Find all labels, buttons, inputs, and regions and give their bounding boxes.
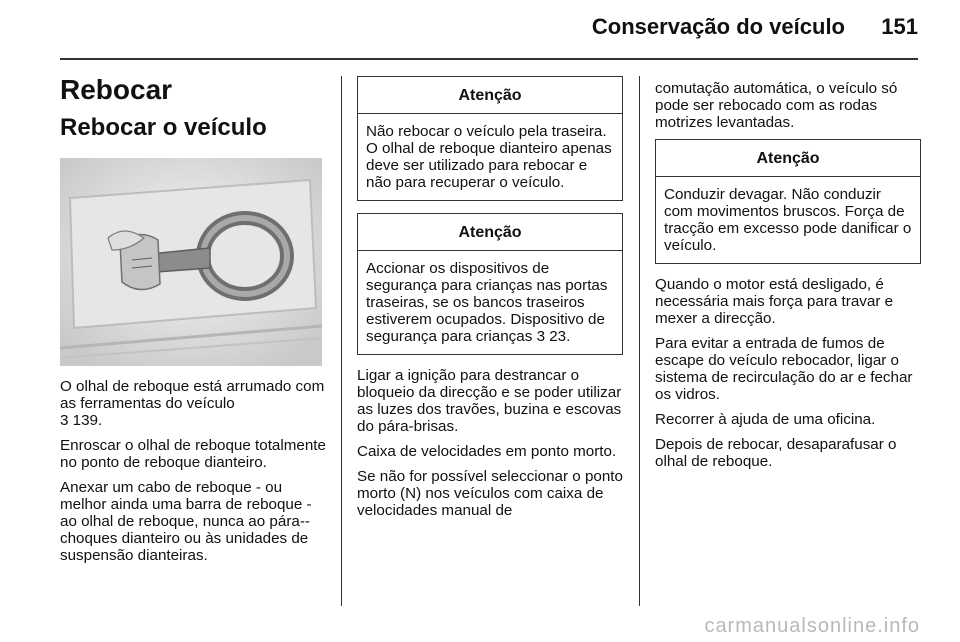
warning-box bbox=[357, 76, 623, 201]
column-2 bbox=[357, 76, 623, 527]
warning-text: Não rebocar o veículo pela traseira. O olhal de reboque dianteiro apenas deve ser utilizado para rebocar e não para recuperar o veículo. bbox=[366, 123, 612, 191]
paragraph: Quando o motor está desligado, é necessária mais força para travar e mexer a direcção. bbox=[655, 276, 894, 327]
warning-box bbox=[655, 139, 921, 264]
warning-text: Conduzir devagar. Não conduzir com movimentos bruscos. Força de tracção em excesso pode danificar o veículo. bbox=[664, 186, 912, 254]
subsection-heading: Rebocar o veículo bbox=[60, 114, 267, 141]
paragraph: Depois de rebocar, desaparafusar o olhal de reboque. bbox=[655, 436, 897, 470]
warning-box bbox=[357, 213, 623, 355]
page-number: 151 bbox=[881, 14, 918, 39]
paragraph: Enroscar o olhal de reboque totalmente no ponto de reboque dianteiro. bbox=[60, 437, 326, 471]
warning-title: Atenção bbox=[656, 140, 920, 177]
column-1 bbox=[60, 74, 328, 572]
tow-eye-illustration bbox=[60, 158, 322, 366]
page-reference: 3 139. bbox=[60, 412, 103, 429]
paragraph: Ligar a ignição para destrancar o bloqueio da direcção e se poder utilizar as luzes dos travões, buzina e escovas do pára-brisas. bbox=[357, 367, 622, 435]
warning-title: Atenção bbox=[358, 214, 622, 251]
warning-text: Accionar os dispositivos de segurança para crianças nas portas traseiras, se os bancos traseiros estiverem ocupados. Dispositivo de segurança para crianças 3 23. bbox=[366, 260, 608, 345]
paragraph: Recorrer à ajuda de uma oficina. bbox=[655, 411, 876, 428]
page-reference: 3 23. bbox=[536, 328, 571, 345]
paragraph: comutação automática, o veículo só pode ser rebocado com as rodas motrizes levantadas. bbox=[655, 80, 898, 131]
watermark: carmanualsonline.info bbox=[704, 615, 920, 637]
paragraph: Anexar um cabo de reboque - ou melhor ainda uma barra de reboque - ao olhal de reboque, nunca ao pára--choques dianteiro ou às unidades de suspensão dianteiras. bbox=[60, 479, 312, 564]
header-rule bbox=[60, 58, 918, 60]
paragraph: O olhal de reboque está arrumado com as ferramentas do veículo 3 139. bbox=[60, 378, 325, 429]
warning-title: Atenção bbox=[358, 77, 622, 114]
paragraph: Se não for possível seleccionar o ponto morto (N) nos veículos com caixa de velocidades manual de bbox=[357, 468, 623, 519]
paragraph: Para evitar a entrada de fumos de escape do veículo rebocador, ligar o sistema de recirculação do ar e fechar os vidros. bbox=[655, 335, 913, 403]
column-divider-1 bbox=[341, 76, 342, 606]
page-header-title: Conservação do veículo bbox=[591, 14, 845, 39]
column-divider-2 bbox=[639, 76, 640, 606]
column-3 bbox=[655, 80, 921, 478]
paragraph: Caixa de velocidades em ponto morto. bbox=[357, 443, 617, 460]
section-heading: Rebocar bbox=[60, 74, 173, 105]
